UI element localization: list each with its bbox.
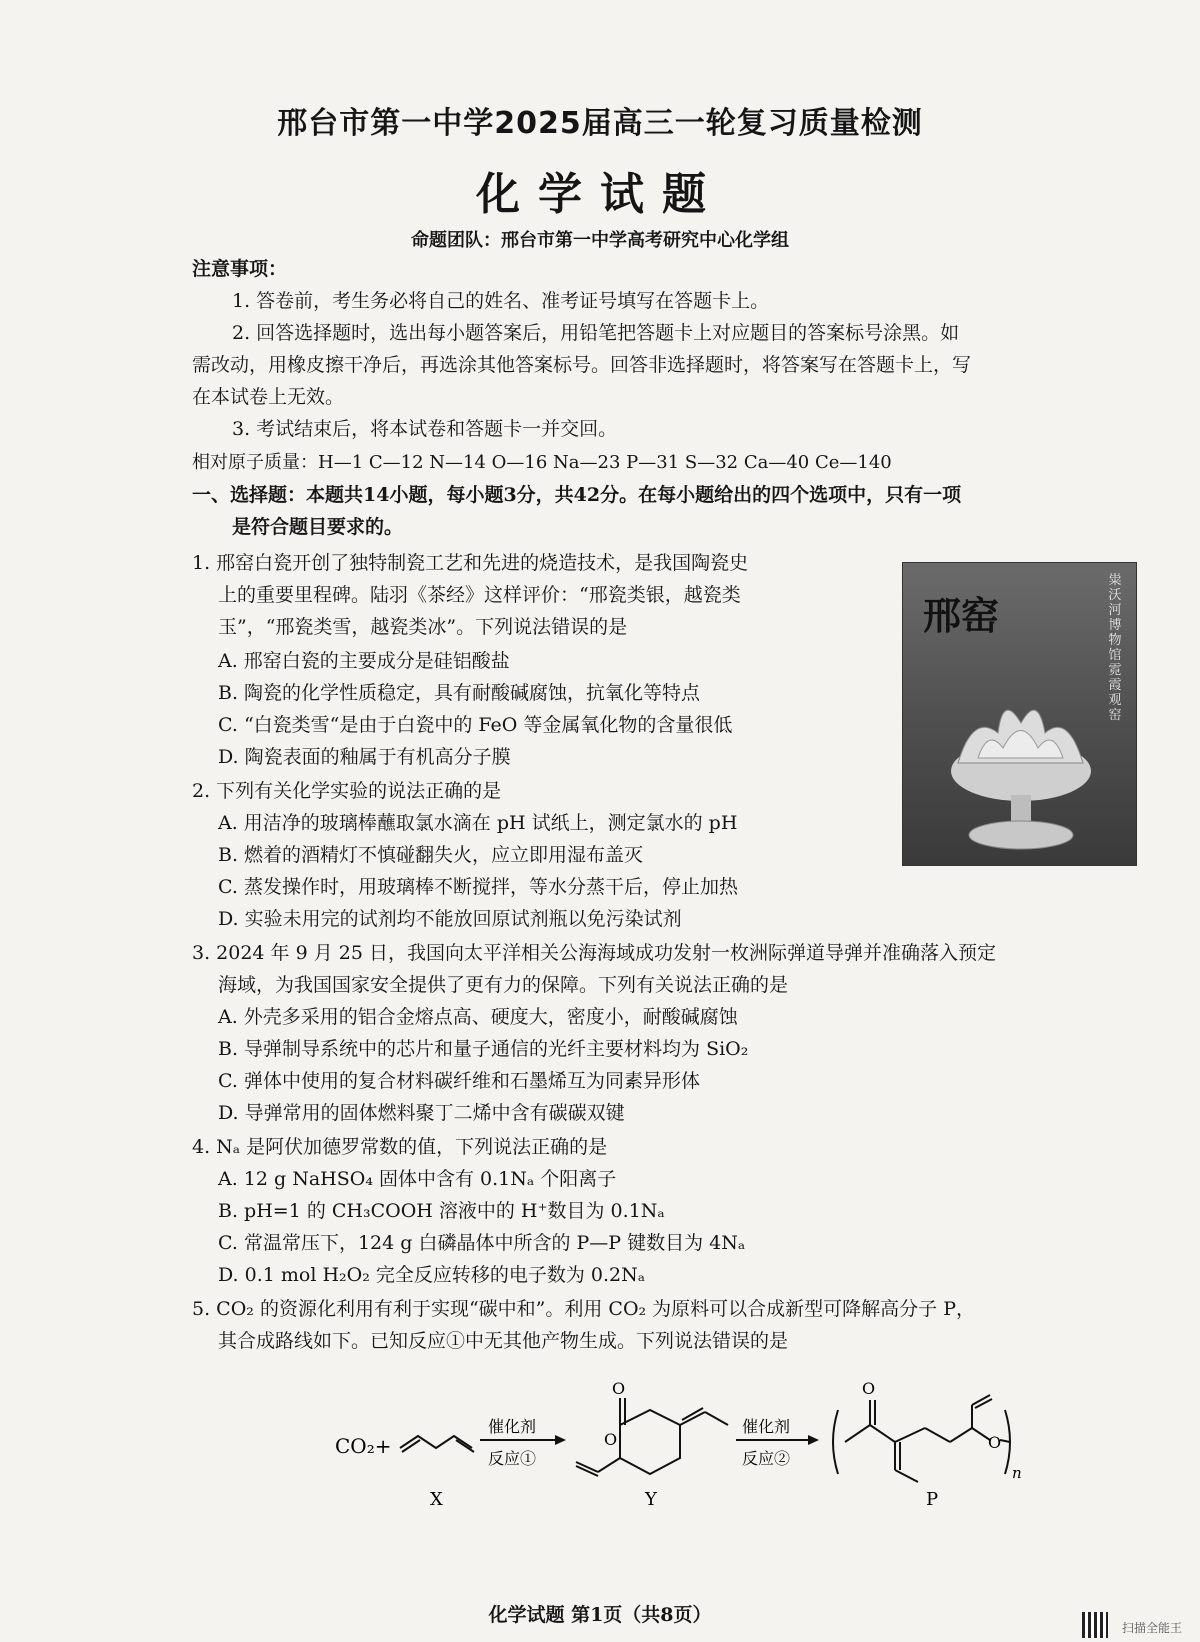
p-label: P	[926, 1489, 939, 1510]
polymer-p-structure	[833, 1395, 1010, 1482]
qr-code-icon	[1082, 1612, 1108, 1638]
reaction-2-label: 反应②	[742, 1449, 791, 1468]
note-1: 1. 答卷前，考生务必将自己的姓名、准考证号填写在答题卡上。	[232, 290, 770, 312]
reaction-1-label: 反应①	[488, 1449, 537, 1468]
q1-stem-2: 上的重要里程碑。陆羽《茶经》这样评价：“邢瓷类银，越瓷类	[218, 584, 741, 606]
note-2: 2. 回答选择题时，选出每小题答案后，用铅笔把答题卡上对应题目的答案标号涂黑。如	[232, 322, 960, 344]
note-2-cont: 需改动，用橡皮擦干净后，再选涂其他答案标号。回答非选择题时，将答案写在答题卡上，写	[192, 354, 972, 376]
q1-stem-1: 1. 邢窑白瓷开创了独特制瓷工艺和先进的烧造技术，是我国陶瓷史	[192, 552, 749, 574]
photo-title: 邢窑	[923, 594, 1000, 638]
q3-stem-2: 海域，为我国国家安全提供了更有力的保障。下列有关说法正确的是	[218, 974, 789, 996]
q1-option-d: D. 陶瓷表面的釉属于有机高分子膜	[218, 746, 511, 768]
q2-option-d: D. 实验未用完的试剂均不能放回原试剂瓶以免污染试剂	[218, 908, 682, 930]
q1-option-a: A. 邢窑白瓷的主要成分是硅铝酸盐	[218, 650, 510, 672]
synthesis-scheme	[0, 1370, 1200, 1570]
q3-option-d: D. 导弹常用的固体燃料聚丁二烯中含有碳碳双键	[218, 1102, 625, 1124]
photo-side-text: 粜沃河博物馆霓霞观窑	[1108, 573, 1122, 723]
atomic-mass: 相对原子质量：H—1 C—12 N—14 O—16 Na—23 P—31 S—32 Ca—40 Ce—140	[192, 452, 892, 473]
q3-option-c: C. 弹体中使用的复合材料碳纤维和石墨烯互为同素异形体	[218, 1070, 700, 1092]
note-3: 3. 考试结束后，将本试卷和答题卡一并交回。	[232, 418, 618, 440]
q4-option-a: A. 12 g NaHSO₄ 固体中含有 0.1Nₐ 个阳离子	[218, 1168, 617, 1190]
q5-stem-2: 其合成路线如下。已知反应①中无其他产物生成。下列说法错误的是	[218, 1330, 789, 1352]
note-2-end: 在本试卷上无效。	[192, 386, 345, 408]
q4-option-b: B. pH=1 的 CH₃COOH 溶液中的 H⁺数目为 0.1Nₐ	[218, 1200, 665, 1222]
q3-option-b: B. 导弹制导系统中的芯片和量子通信的光纤主要材料均为 SiO₂	[218, 1038, 749, 1060]
q2-option-b: B. 燃着的酒精灯不慎碰翻失火，应立即用湿布盖灭	[218, 844, 644, 866]
q1-option-b: B. 陶瓷的化学性质稳定，具有耐酸碱腐蚀，抗氧化等特点	[218, 682, 701, 704]
y-carbonyl-o: O	[612, 1379, 626, 1398]
x-label: X	[430, 1489, 443, 1510]
co2-label: CO₂+	[335, 1434, 392, 1458]
y-label: Y	[645, 1489, 657, 1510]
q4-option-c: C. 常温常压下，124 g 白磷晶体中所含的 P—P 键数目为 4Nₐ	[218, 1232, 746, 1254]
q5-stem-1: 5. CO₂ 的资源化利用有利于实现“碳中和”。利用 CO₂ 为原料可以合成新型可降解高分子 P，	[192, 1298, 976, 1320]
xing-kiln-photo	[902, 562, 1137, 866]
q3-stem-1: 3. 2024 年 9 月 25 日，我国向太平洋相关公海海域成功发射一枚洲际弹道导弹并准确落入预定	[192, 942, 996, 964]
notes-heading: 注意事项：	[192, 258, 288, 280]
catalyst-1-label: 催化剂	[488, 1417, 537, 1436]
p-carbonyl-o: O	[862, 1379, 876, 1398]
q4-option-d: D. 0.1 mol H₂O₂ 完全反应转移的电子数为 0.2Nₐ	[218, 1264, 646, 1286]
catalyst-2-label: 催化剂	[742, 1417, 791, 1436]
section-heading: 一、选择题：本题共14小题，每小题3分，共42分。在每小题给出的四个选项中，只有一项	[192, 484, 962, 506]
polymer-n: n	[1012, 1464, 1022, 1482]
q1-option-c: C. “白瓷类雪“是由于白瓷中的 FeO 等金属氧化物的含量很低	[218, 714, 733, 736]
q1-stem-3: 玉”，“邢瓷类雪，越瓷类冰”。下列说法错误的是	[218, 616, 628, 638]
lotus-vessel-illustration	[903, 563, 1136, 865]
q2-stem: 2. 下列有关化学实验的说法正确的是	[192, 780, 502, 802]
q4-stem: 4. Nₐ 是阿伏加德罗常数的值，下列说法正确的是	[192, 1136, 608, 1158]
section-heading-cont: 是符合题目要求的。	[232, 516, 404, 538]
q2-option-c: C. 蒸发操作时，用玻璃棒不断搅拌，等水分蒸干后，停止加热	[218, 876, 738, 898]
scanner-watermark: 扫描全能王	[1121, 1621, 1182, 1635]
q3-option-a: A. 外壳多采用的铝合金熔点高、硬度大，密度小，耐酸碱腐蚀	[218, 1006, 738, 1028]
lactone-y-structure	[576, 1398, 728, 1476]
q2-option-a: A. 用洁净的玻璃棒蘸取氯水滴在 pH 试纸上，测定氯水的 pH	[218, 812, 738, 834]
exam-title: 邢台市第一中学2025届高三一轮复习质量检测	[277, 106, 923, 141]
author-team: 命题团队：邢台市第一中学高考研究中心化学组	[411, 230, 789, 251]
subject-title: 化学试题	[476, 169, 724, 220]
y-ring-o: O	[604, 1430, 618, 1449]
p-ester-o: O	[988, 1433, 1002, 1452]
page-footer: 化学试题 第1页（共8页）	[488, 1604, 712, 1626]
